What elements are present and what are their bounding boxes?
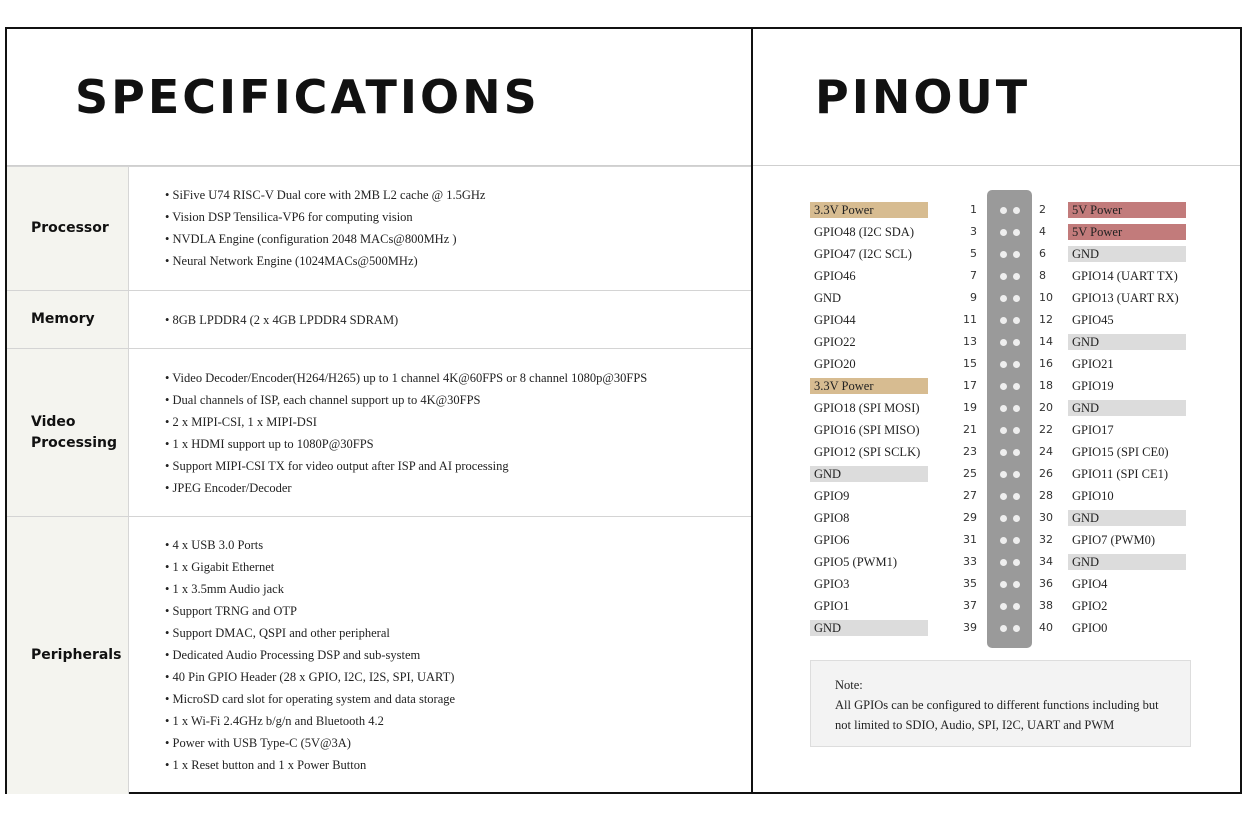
pin-row	[0, 396, 1251, 418]
pin-dot	[1000, 537, 1007, 544]
spec-item: • 1 x Wi-Fi 2.4GHz b/g/n and Bluetooth 4.2	[165, 714, 384, 728]
pin-row	[0, 506, 1251, 528]
pin-dot	[1013, 625, 1020, 632]
pin-row	[0, 352, 1251, 374]
pin-name: 5V Power	[1068, 202, 1186, 218]
pin-number: 35	[963, 577, 977, 590]
pin-dot	[1000, 383, 1007, 390]
pin-name: GPIO4	[1072, 577, 1108, 591]
pin-name: GPIO1	[814, 599, 850, 613]
pin-name: GPIO14 (UART TX)	[1072, 269, 1178, 283]
pin-dot	[1013, 229, 1020, 236]
spec-label-memory: Memory	[7, 291, 129, 348]
spec-item: • JPEG Encoder/Decoder	[165, 481, 292, 495]
spec-item: • Video Decoder/Encoder(H264/H265) up to 1 channel 4K@60FPS or 8 channel 1080p@30FPS	[165, 371, 648, 385]
pin-row	[0, 198, 1251, 220]
spec-label-video-processing: Video Processing	[7, 349, 129, 516]
pin-dot	[1013, 207, 1020, 214]
pin-dot	[1000, 405, 1007, 412]
spec-item: • MicroSD card slot for operating system and data storage	[165, 692, 456, 706]
spec-item: • SiFive U74 RISC-V Dual core with 2MB L2 cache @ 1.5GHz	[165, 188, 486, 202]
pin-number: 37	[963, 599, 977, 612]
pin-name: GPIO9	[814, 489, 850, 503]
pin-name: GPIO10	[1072, 489, 1114, 503]
spec-item: • Vision DSP Tensilica-VP6 for computing vision	[165, 210, 413, 224]
pin-row	[0, 330, 1251, 352]
pin-number: 1	[970, 203, 977, 216]
spec-item: • Support TRNG and OTP	[165, 604, 297, 618]
pin-dot	[1000, 317, 1007, 324]
pinout-title: PINOUT	[815, 70, 1031, 124]
pin-number: 5	[970, 247, 977, 260]
pin-name: GND	[1068, 334, 1186, 350]
pin-name: GPIO12 (SPI SCLK)	[814, 445, 921, 459]
pin-dot	[1013, 251, 1020, 258]
pin-row	[0, 286, 1251, 308]
pin-name: GND	[1068, 510, 1186, 526]
spec-item: • 8GB LPDDR4 (2 x 4GB LPDDR4 SDRAM)	[165, 313, 399, 327]
pin-number: 13	[963, 335, 977, 348]
pin-dot	[1013, 581, 1020, 588]
pin-dot	[1000, 361, 1007, 368]
pin-number: 38	[1039, 599, 1053, 612]
pin-dot	[1000, 559, 1007, 566]
pin-dot	[1000, 603, 1007, 610]
pin-dot	[1013, 317, 1020, 324]
pin-name: GPIO11 (SPI CE1)	[1072, 467, 1169, 481]
pin-name: GPIO17	[1072, 423, 1114, 437]
pin-number: 32	[1039, 533, 1053, 546]
pin-number: 30	[1039, 511, 1053, 524]
pin-row	[0, 550, 1251, 572]
pin-name: GPIO48 (I2C SDA)	[814, 225, 914, 239]
pin-number: 4	[1039, 225, 1046, 238]
pin-name: GPIO19	[1072, 379, 1114, 393]
pin-name: GPIO2	[1072, 599, 1108, 613]
pin-number: 21	[963, 423, 977, 436]
pin-dot	[1000, 449, 1007, 456]
pin-row	[0, 418, 1251, 440]
spec-item: • 1 x Reset button and 1 x Power Button	[165, 758, 367, 772]
pin-number: 3	[970, 225, 977, 238]
pin-row	[0, 594, 1251, 616]
pin-number: 7	[970, 269, 977, 282]
pin-row	[0, 440, 1251, 462]
pin-number: 31	[963, 533, 977, 546]
pin-number: 2	[1039, 203, 1046, 216]
pin-name: GND	[1068, 400, 1186, 416]
pin-name: GPIO8	[814, 511, 850, 525]
pin-number: 10	[1039, 291, 1053, 304]
pin-row	[0, 484, 1251, 506]
spec-item: • Dedicated Audio Processing DSP and sub-system	[165, 648, 421, 662]
spec-item: • 1 x 3.5mm Audio jack	[165, 582, 284, 596]
pin-name: GPIO13 (UART RX)	[1072, 291, 1179, 305]
pin-number: 23	[963, 445, 977, 458]
spec-item: • 2 x MIPI-CSI, 1 x MIPI-DSI	[165, 415, 317, 429]
pin-name: GND	[814, 291, 842, 305]
spec-item: • 4 x USB 3.0 Ports	[165, 538, 264, 552]
pin-dot	[1000, 229, 1007, 236]
pin-name: GND	[1068, 554, 1186, 570]
pin-dot	[1013, 427, 1020, 434]
pin-dot	[1013, 383, 1020, 390]
pin-row	[0, 220, 1251, 242]
pin-number: 16	[1039, 357, 1053, 370]
pin-dot	[1013, 559, 1020, 566]
pin-number: 9	[970, 291, 977, 304]
pin-name: GND	[1068, 246, 1186, 262]
spec-label-peripherals: Peripherals	[7, 517, 129, 794]
pin-number: 34	[1039, 555, 1053, 568]
pin-number: 25	[963, 467, 977, 480]
spec-item: • Dual channels of ISP, each channel support up to 4K@30FPS	[165, 393, 481, 407]
pin-name: GPIO18 (SPI MOSI)	[814, 401, 920, 415]
spec-item: • 40 Pin GPIO Header (28 x GPIO, I2C, I2S, SPI, UART)	[165, 670, 455, 684]
spec-item: • Neural Network Engine (1024MACs@500MHz)	[165, 254, 418, 268]
pin-number: 12	[1039, 313, 1053, 326]
spec-item: • Power with USB Type-C (5V@3A)	[165, 736, 351, 750]
pin-dot	[1013, 295, 1020, 302]
pin-row	[0, 462, 1251, 484]
pin-number: 17	[963, 379, 977, 392]
pinout-note	[810, 660, 1191, 747]
pin-number: 11	[963, 313, 977, 326]
pin-number: 18	[1039, 379, 1053, 392]
pin-dot	[1000, 427, 1007, 434]
pin-name: GPIO5 (PWM1)	[814, 555, 897, 569]
pin-number: 33	[963, 555, 977, 568]
pin-name: 3.3V Power	[810, 378, 928, 394]
pin-number: 40	[1039, 621, 1053, 634]
pin-name: GPIO47 (I2C SCL)	[814, 247, 912, 261]
pin-number: 6	[1039, 247, 1046, 260]
pin-number: 24	[1039, 445, 1053, 458]
pin-dot	[1013, 603, 1020, 610]
pin-dot	[1000, 581, 1007, 588]
pin-row	[0, 616, 1251, 638]
pin-name: 5V Power	[1068, 224, 1186, 240]
pin-number: 28	[1039, 489, 1053, 502]
pin-number: 27	[963, 489, 977, 502]
pin-name: GPIO45	[1072, 313, 1114, 327]
pin-row	[0, 528, 1251, 550]
pin-row	[0, 374, 1251, 396]
note-title: Note:	[835, 678, 863, 692]
pin-name: GPIO22	[814, 335, 856, 349]
pin-name: GND	[810, 466, 928, 482]
pin-name: GPIO16 (SPI MISO)	[814, 423, 920, 437]
pin-dot	[1000, 251, 1007, 258]
pin-dot	[1000, 515, 1007, 522]
spec-item: • Support MIPI-CSI TX for video output after ISP and AI processing	[165, 459, 509, 473]
pin-dot	[1000, 295, 1007, 302]
pin-row	[0, 242, 1251, 264]
pin-dot	[1013, 449, 1020, 456]
pin-number: 20	[1039, 401, 1053, 414]
pin-name: GPIO0	[1072, 621, 1108, 635]
pinout-header-rule	[753, 165, 1240, 166]
pin-dot	[1000, 273, 1007, 280]
pin-dot	[1000, 471, 1007, 478]
pin-dot	[1000, 207, 1007, 214]
pin-dot	[1013, 339, 1020, 346]
pin-row	[0, 308, 1251, 330]
pin-name: GND	[810, 620, 928, 636]
pin-number: 8	[1039, 269, 1046, 282]
pin-number: 14	[1039, 335, 1053, 348]
pin-dot	[1000, 625, 1007, 632]
specifications-title: SPECIFICATIONS	[75, 70, 540, 124]
spec-item: • 1 x HDMI support up to 1080P@30FPS	[165, 437, 374, 451]
pin-number: 22	[1039, 423, 1053, 436]
pin-name: GPIO3	[814, 577, 850, 591]
pin-name: GPIO15 (SPI CE0)	[1072, 445, 1169, 459]
pin-dot	[1013, 405, 1020, 412]
spec-item: • NVDLA Engine (configuration 2048 MACs@800MHz )	[165, 232, 457, 246]
pin-name: 3.3V Power	[810, 202, 928, 218]
pin-number: 36	[1039, 577, 1053, 590]
pin-number: 26	[1039, 467, 1053, 480]
pin-dot	[1000, 339, 1007, 346]
spec-item: • 1 x Gigabit Ethernet	[165, 560, 275, 574]
pin-dot	[1013, 471, 1020, 478]
pin-row	[0, 572, 1251, 594]
note-text: All GPIOs can be configured to different functions including but not limited to SDIO, Audio, SPI, I2C, UART and PWM	[835, 698, 1159, 732]
pin-dot	[1013, 515, 1020, 522]
pin-number: 15	[963, 357, 977, 370]
pin-dot	[1013, 361, 1020, 368]
pin-dot	[1000, 493, 1007, 500]
pin-name: GPIO20	[814, 357, 856, 371]
pin-name: GPIO44	[814, 313, 856, 327]
pin-name: GPIO7 (PWM0)	[1072, 533, 1155, 547]
pin-name: GPIO21	[1072, 357, 1114, 371]
spec-item: • Support DMAC, QSPI and other peripheral	[165, 626, 390, 640]
pin-dot	[1013, 537, 1020, 544]
pin-name: GPIO6	[814, 533, 850, 547]
pin-number: 19	[963, 401, 977, 414]
pin-number: 29	[963, 511, 977, 524]
pin-name: GPIO46	[814, 269, 856, 283]
pin-dot	[1013, 493, 1020, 500]
pin-number: 39	[963, 621, 977, 634]
pin-dot	[1013, 273, 1020, 280]
spec-label-processor: Processor	[7, 167, 129, 290]
pin-row	[0, 264, 1251, 286]
